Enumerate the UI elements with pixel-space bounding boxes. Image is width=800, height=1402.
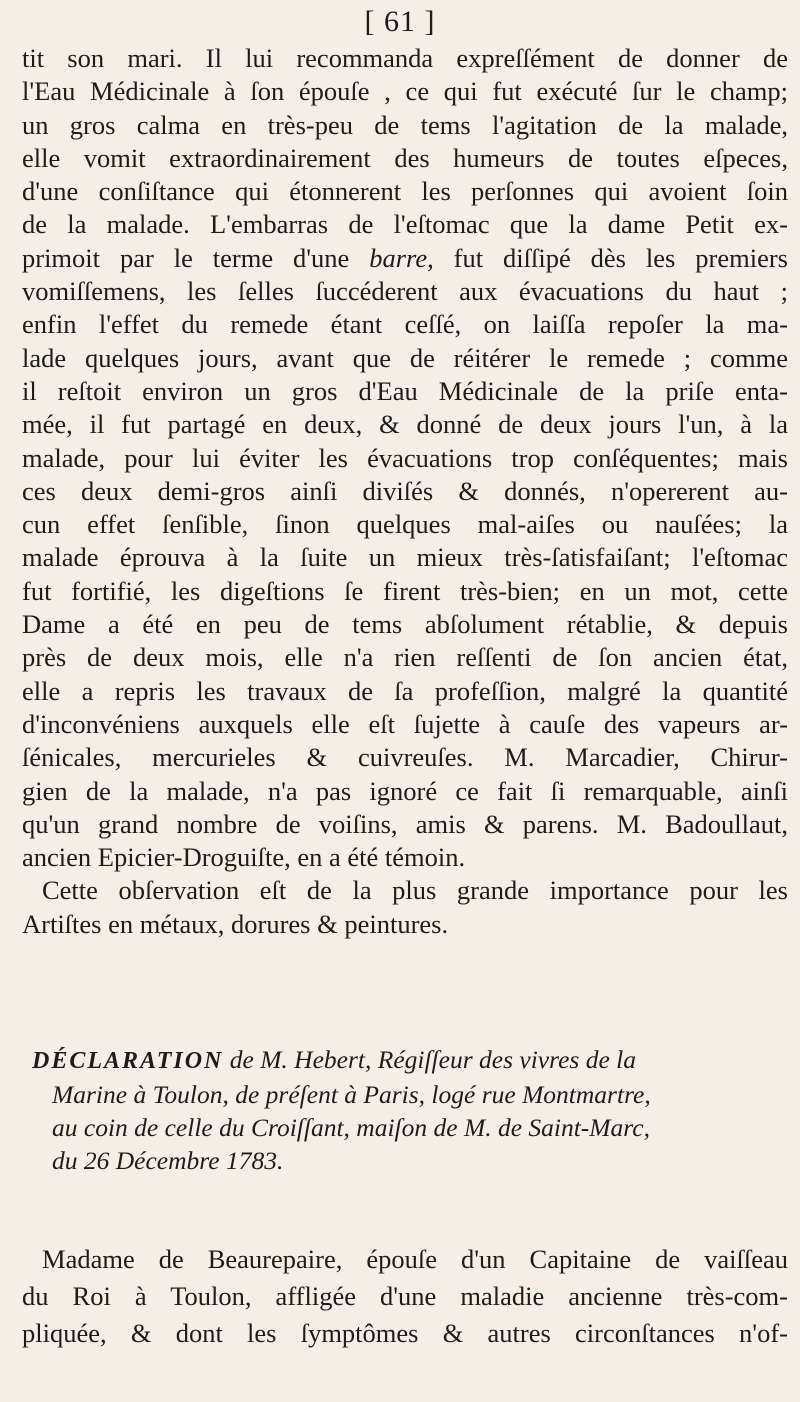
text-line: d'une conſiſtance qui étonnerent les perſonnes qui avoient ſoin [22, 176, 788, 207]
text-line: mée, il fut partagé en deux, & donné de deux jours l'un, à la [22, 409, 788, 440]
text-line: cun effet ſenſible, ſinon quelques mal-aiſes ou nauſées; la [22, 509, 788, 540]
declaration-title-line [32, 1043, 788, 1078]
declaration-line2: Marine à Toulon, de préſent à Paris, logé rue Montmartre, [52, 1080, 651, 1109]
text-line: gien de la malade, n'a pas ignoré ce fait ſi remarquable, ainſi [22, 775, 788, 806]
text-line: Madame de Beaurepaire, épouſe d'un Capitaine de vaiſſeau [42, 1244, 788, 1274]
text-line: fut fortifié, les digeſtions ſe firent très-bien; en un mot, cette [22, 575, 788, 606]
text-line: il reſtoit environ un gros d'Eau Médicinale de la priſe enta- [22, 375, 788, 406]
declaration-heading-block [32, 1043, 788, 1177]
text-line: qu'un grand nombre de voiſins, amis & parens. M. Badoullaut, [22, 808, 788, 839]
text-line: enfin l'effet du remede étant ceſſé, on laiſſa repoſer la ma- [22, 309, 788, 340]
declaration-line3: au coin de celle du Croiſſant, maiſon de M. de Saint-Marc, [52, 1113, 650, 1142]
text-line: tit son mari. Il lui recommanda expreſſément de donner de [22, 43, 788, 73]
text-line: vomiſſemens, les ſelles ſuccéderent aux évacuations du haut ; [22, 276, 788, 307]
text-line-with-emphasis: primoit par le terme d'une barre, fut diſſipé dès les premiers [22, 242, 788, 273]
emphasis-word: barre [369, 242, 428, 273]
text-line: malade éprouva à la ſuite un mieux très-ſatisfaiſant; l'eſtomac [22, 542, 788, 573]
paragraph-declaration-body [22, 1241, 788, 1352]
text-line: l'Eau Médicinale à ſon épouſe , ce qui fut exécuté ſur le champ; [22, 76, 788, 107]
text-line: lade quelques jours, avant que de réitérer le remede ; comme [22, 342, 788, 373]
text-line: ſénicales, mercurieles & cuivreuſes. M. Marcadier, Chirur- [22, 742, 788, 773]
text-line: ces deux demi-gros ainſi diviſés & donnés, n'opererent au- [22, 475, 788, 506]
text-line: près de deux mois, elle n'a rien reſſenti de ſon ancien état, [22, 642, 788, 673]
text-line: d'inconvéniens auxquels elle eſt ſujette à cauſe des vapeurs ar- [22, 708, 788, 739]
text-line: du Roi à Toulon, affligée d'une maladie ancienne très-com- [22, 1281, 788, 1311]
declaration-line4: du 26 Décembre 1783. [52, 1146, 284, 1175]
text-line: elle a repris les travaux de ſa profeſſion, malgré la quantité [22, 675, 788, 706]
page-number: [ 61 ] [364, 5, 436, 38]
text-line: ancien Epicier-Droguiſte, en a été témoin. [22, 842, 466, 873]
text-line: elle vomit extraordinairement des humeurs de toutes eſpeces, [22, 142, 788, 173]
text-line: Dame a été en peu de tems abſolument rétablie, & depuis [22, 609, 788, 640]
declaration-heading: DÉCLARATION [32, 1048, 224, 1074]
observation-line-end: Artiſtes en métaux, dorures & peintures. [22, 908, 449, 939]
declaration-line1: de M. Hebert, Régiſſeur des vivres de la [223, 1045, 636, 1074]
text-line: de la malade. L'embarras de l'eſtomac que la dame Petit ex- [22, 209, 788, 240]
observation-line: Cette obſervation eſt de la plus grande importance pour les [42, 875, 788, 906]
text-line: pliquée, & dont les ſymptômes & autres circonſtances n'of- [22, 1318, 788, 1348]
text-line: un gros calma en très-peu de tems l'agitation de la malade, [22, 109, 788, 140]
paragraph-observation [22, 42, 788, 941]
text-line: malade, pour lui éviter les évacuations trop conſéquentes; mais [22, 442, 788, 473]
